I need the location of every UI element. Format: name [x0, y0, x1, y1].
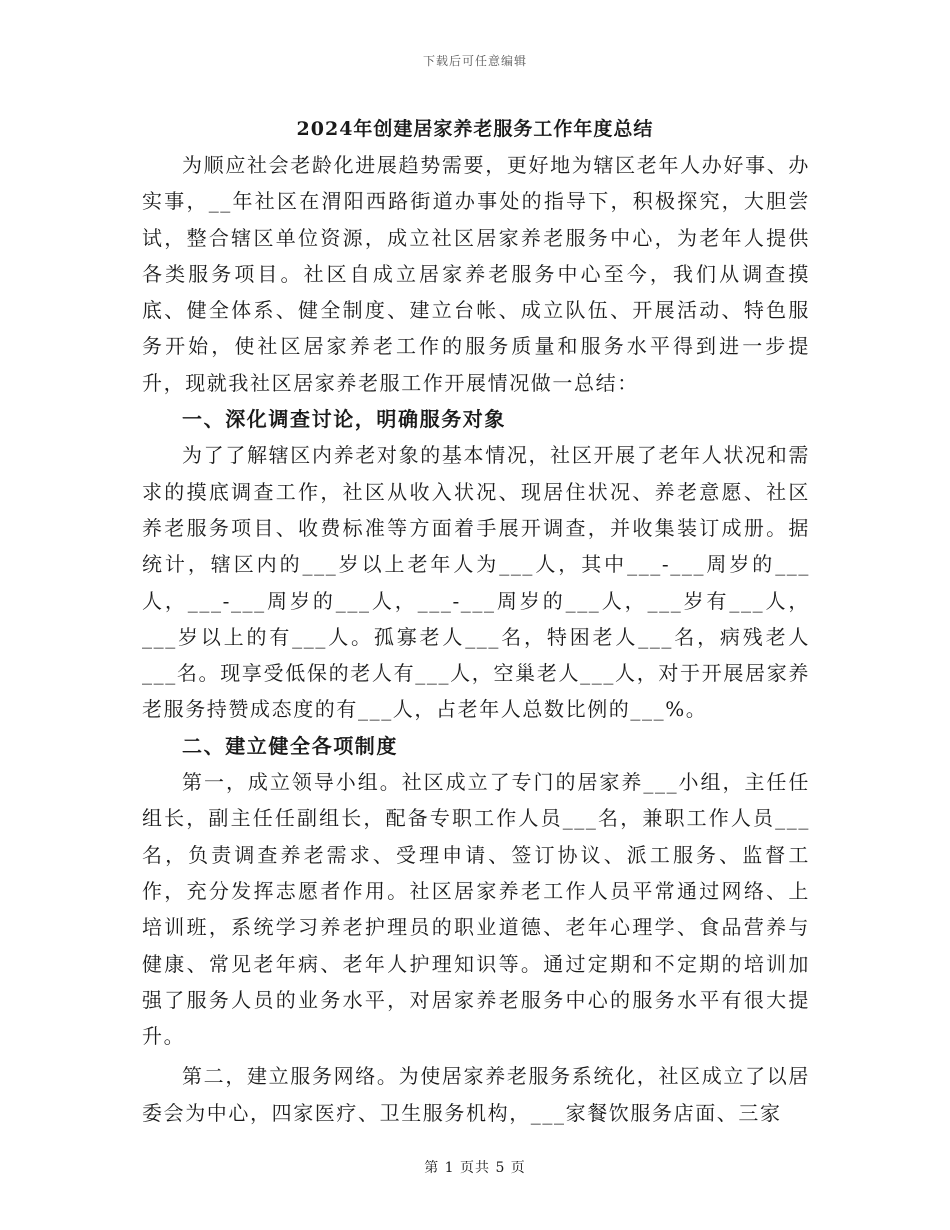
section-heading-2: 二、建立健全各项制度	[182, 733, 398, 758]
document-body	[142, 147, 810, 1131]
paragraph-intro: 为顺应社会老龄化进展趋势需要，更好地为辖区老年人办好事、办实事，__年社区在渭阳西路街道办事处的指导下，积极探究，大胆尝试，整合辖区单位资源，成立社区居家养老服务中心，为老年人提供各类服务项目。社区自成立居家养老服务中心至今，我们从调查摸底、健全体系、健全制度、建立台帐、成立队伍、开展活动、特色服务开始，使社区居家养老工作的服务质量和服务水平得到进一步提升，现就我社区居家养老服工作开展情况做一总结：	[142, 153, 810, 395]
paragraph-network: 第二，建立服务网络。为使居家养老服务系统化，社区成立了以居委会为中心，四家医疗、卫生服务机构，___家餐饮服务店面、三家	[142, 1064, 810, 1125]
paragraph-leadership: 第一，成立领导小组。社区成立了专门的居家养___小组，主任任组长，副主任任副组长，配备专职工作人员___名，兼职工作人员___名，负责调查养老需求、受理申请、签订协议、派工服务、监督工作，充分发挥志愿者作用。社区居家养老工作人员平常通过网络、上培训班，系统学习养老护理员的职业道德、老年心理学、食品营养与健康、常见老年病、老年人护理知识等。通过定期和不定期的培训加强了服务人员的业务水平，对居家养老服务中心的服务水平有很大提升。	[142, 770, 810, 1049]
section-heading-1: 一、深化调查讨论，明确服务对象	[182, 407, 506, 432]
document-title: 2024年创建居家养老服务工作年度总结	[296, 118, 654, 140]
page-number-footer: 第 1 页共 5 页	[424, 1160, 526, 1176]
paragraph-survey: 为了了解辖区内养老对象的基本情况，社区开展了老年人状况和需求的摸底调查工作，社区从收入状况、现居住状况、养老意愿、社区养老服务项目、收费标准等方面着手展开调查，并收集装订成册。据统计，辖区内的___岁以上老年人为___人，其中___-___周岁的___人，___-___周岁的___人，___-___周岁的___人，___岁有___人，___岁以上的有___人。孤寡老人___名，特困老人___名，病残老人___名。现享受低保的老人有___人，空巢老人___人，对于开展居家养老服务持赞成态度的有___人，占老年人总数比例的___%。	[142, 443, 810, 722]
header-note: 下载后可任意编辑	[422, 54, 527, 68]
